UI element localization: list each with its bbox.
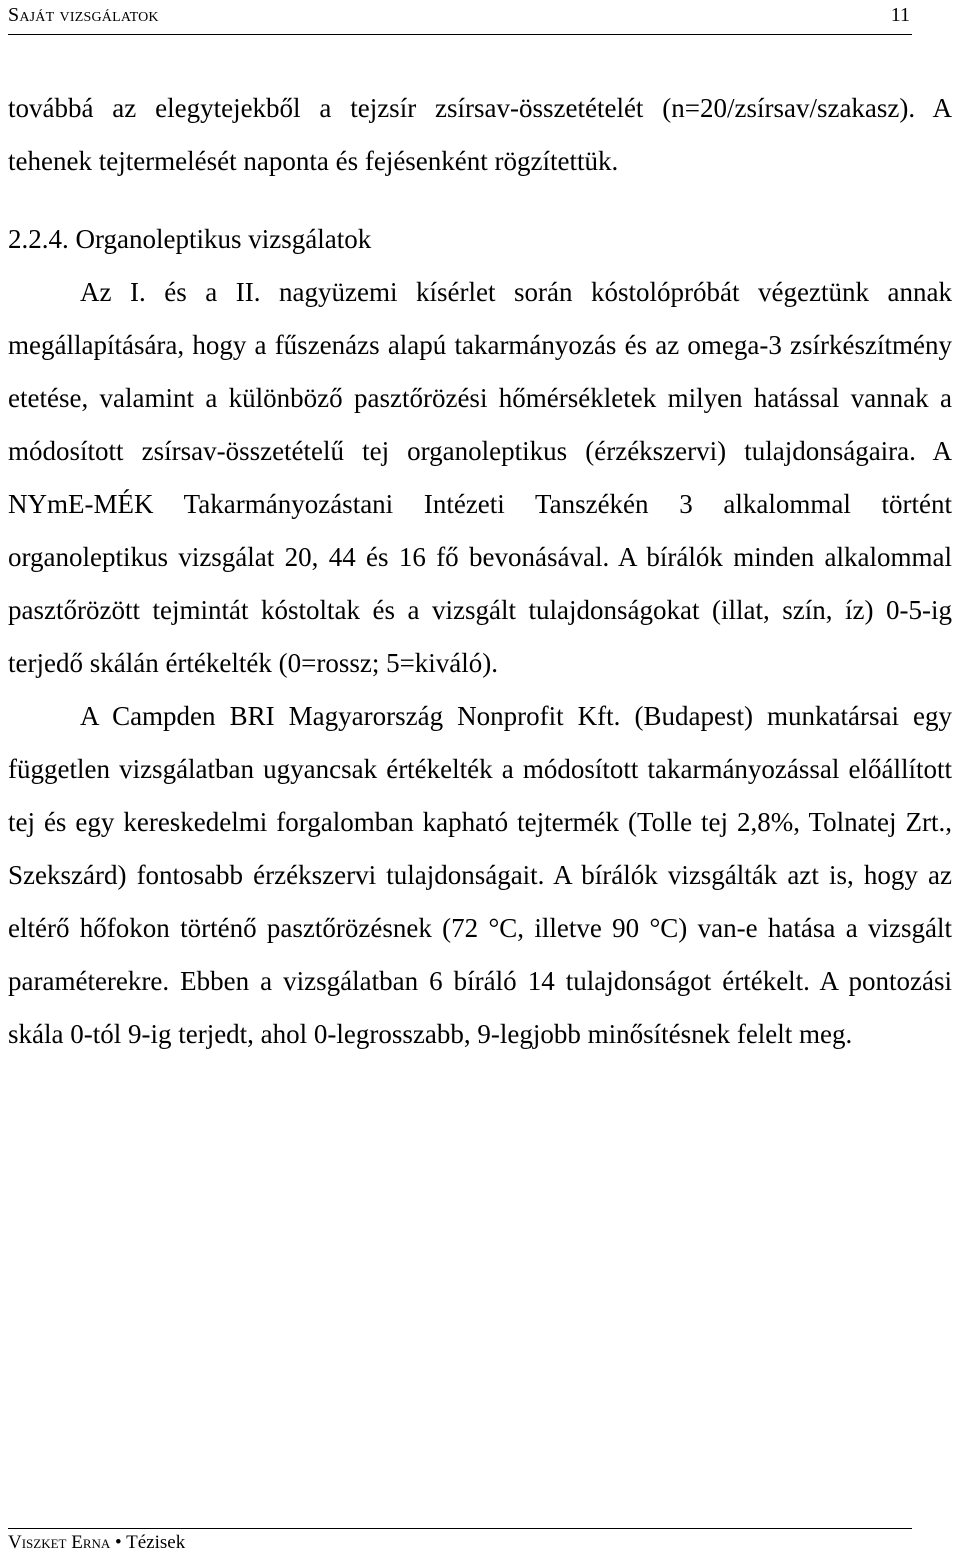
paragraph-campden-study: A Campden BRI Magyarország Nonprofit Kft. (Budapest) munkatársai egy független vizsgálatban ugyancsak értékelték a módosított takarmányozással előállított tej és egy kereskedelmi forgalomban kapható tejtermék (Tolle tej 2,8%, Tolnatej Zrt., Szekszárd) fontosabb érzékszervi tulajdonságait. A bírálók vizsgálták azt is, hogy az eltérő hőfokon történő pasztőrözésnek (72 °C, illetve 90 °C) van-e hatása a vizsgált paraméterekre. Ebben a vizsgálatban 6 bíráló 14 tulajdonságot értékelt. A pontozási skála 0-tól 9-ig terjedt, ahol 0-legrosszabb, 9-legjobb minősítésnek felelt meg.: [8, 701, 952, 1049]
page-body: [8, 82, 952, 1061]
paragraph-continuation: továbbá az elegytejekből a tejzsír zsírsav-összetételét (n=20/zsírsav/szakasz). A tehenek tejtermelését naponta és fejésenként rögzítettük.: [8, 93, 952, 176]
footer-separator: •: [115, 1532, 122, 1553]
paragraph-organoleptic-methods: Az I. és a II. nagyüzemi kísérlet során kóstolópróbát végeztünk annak megállapítására, hogy a fűszenázs alapú takarmányozás és az omega-3 zsírkészítmény etetése, valamint a különböző pasztőrözési hőmérsékletek milyen hatással vannak a módosított zsírsav-összetételű tej organoleptikus (érzékszervi) tulajdonságaira. A NYmE-MÉK Takarmányozástani Intézeti Tanszékén 3 alkalommal történt organoleptikus vizsgálat 20, 44 és 16 fő bevonásával. A bírálók minden alkalommal pasztőrözött tejmintát kóstoltak és a vizsgált tulajdonságokat (illat, szín, íz) 0-5-ig terjedő skálán értékelték (0=rossz; 5=kiváló).: [8, 277, 952, 678]
page-footer: [8, 1528, 912, 1557]
page-header: [8, 0, 912, 35]
running-head-title: Saját vizsgálatok: [8, 4, 159, 26]
section-heading: 2.2.4. Organoleptikus vizsgálatok: [8, 224, 372, 254]
footer-document-title: Tézisek: [126, 1532, 186, 1553]
footer-author: Viszket Erna: [8, 1532, 111, 1553]
page-number: 11: [890, 4, 910, 26]
